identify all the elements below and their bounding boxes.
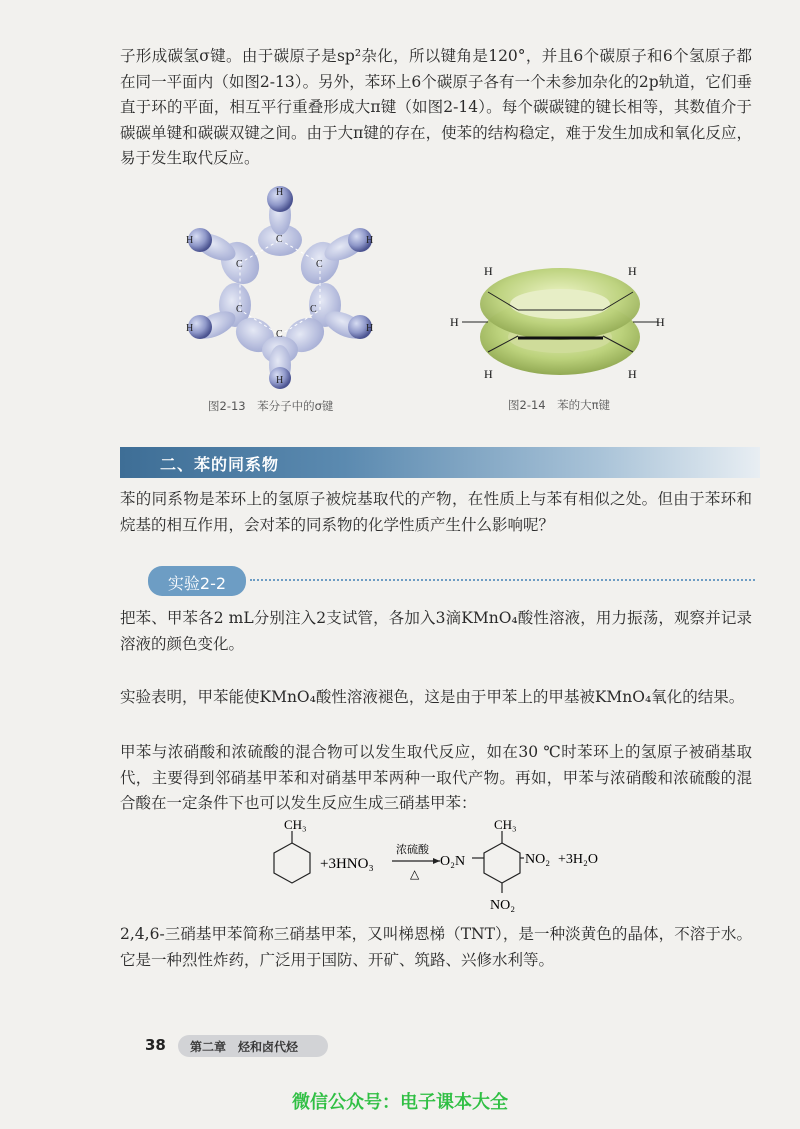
h-label: H	[656, 315, 665, 329]
condition-heat: △	[410, 867, 420, 881]
h-label: H	[186, 323, 194, 334]
figure-benzene-pi-bond	[448, 252, 673, 387]
no2-bottom: NO₂	[490, 898, 516, 913]
h-label: H	[484, 367, 493, 381]
nitration-equation	[262, 815, 662, 915]
h-label: H	[276, 375, 284, 386]
experiment-divider	[250, 579, 755, 581]
wechat-watermark: 微信公众号：电子课本大全	[292, 1092, 508, 1113]
c-label: C	[310, 304, 317, 315]
figure-2-13-caption: 图2-13 苯分子中的σ键	[208, 399, 334, 413]
h-label: H	[628, 367, 637, 381]
c-label: C	[276, 234, 283, 245]
h-label: H	[186, 235, 194, 246]
section-heading-bar	[120, 447, 760, 478]
h-label: H	[366, 235, 374, 246]
chapter-tag	[178, 1035, 328, 1057]
section-title: 二、苯的同系物	[160, 455, 280, 474]
reagent-hno3: +3HNO₃	[320, 856, 374, 872]
page-number: 38	[145, 1036, 166, 1054]
h-label: H	[366, 323, 374, 334]
experiment-label: 实验2-2	[167, 574, 227, 593]
paragraph-benzene-bonding: 子形成碳氢σ键。由于碳原子是sp²杂化，所以键角是120°，并且6个碳原子和6个氢原子都在同一平面内（如图2-13）。另外，苯环上6个碳原子各有一个未参加杂化的2p轨道，它们垂直于环的平面，相互平行重叠形成大π键（如图2-14）。每个碳碳键的键长相等，其数值介于碳碳单键和碳碳双键之间。由于大π键的存在，使苯的结构稳定，难于发生加成和氧化反应，易于发生取代反应。	[120, 47, 752, 167]
no2-right: NO₂	[525, 852, 551, 867]
figure-2-14-caption: 图2-14 苯的大π键	[508, 398, 611, 412]
paragraph-benzene-homologues: 苯的同系物是苯环上的氢原子被烷基取代的产物，在性质上与苯有相似之处。但由于苯环和烷基的相互作用，会对苯的同系物的化学性质产生什么影响呢？	[120, 490, 752, 534]
water-product: +3H₂O	[558, 852, 598, 867]
paragraph-tnt: 2,4,6-三硝基甲苯简称三硝基甲苯，又叫梯恩梯（TNT），是一种淡黄色的晶体，不溶于水。它是一种烈性炸药，广泛用于国防、开矿、筑路、兴修水利等。	[120, 925, 752, 969]
h-label: H	[628, 264, 637, 278]
paragraph-nitration: 甲苯与浓硝酸和浓硫酸的混合物可以发生取代反应，如在30 ℃时苯环上的氢原子被硝基取代，主要得到邻硝基甲苯和对硝基甲苯两种一取代产物。再如，甲苯与浓硝酸和浓硫酸的混合酸在一定条件下也可以发生反应生成三硝基甲苯：	[120, 743, 752, 812]
product-ch3: CH₃	[494, 817, 517, 832]
condition-catalyst: 浓硫酸	[396, 843, 429, 856]
h-label: H	[484, 264, 493, 278]
paragraph-experiment-procedure: 把苯、甲苯各2 mL分别注入2支试管，各加入3滴KMnO₄酸性溶液，用力振荡，观察并记录溶液的颜色变化。	[120, 609, 752, 653]
h-label: H	[276, 187, 284, 198]
c-label: C	[236, 259, 243, 270]
figure-benzene-sigma-bonds	[180, 185, 380, 390]
h-label: H	[450, 315, 459, 329]
c-label: C	[236, 304, 243, 315]
c-label: C	[276, 329, 283, 340]
o2n-group: O₂N	[440, 854, 466, 869]
paragraph-experiment-result: 实验表明，甲苯能使KMnO₄酸性溶液褪色，这是由于甲苯上的甲基被KMnO₄氧化的结果。	[120, 688, 745, 706]
chapter-label: 第二章 烃和卤代烃	[190, 1040, 299, 1054]
experiment-tag	[148, 566, 246, 596]
toluene-ch3: CH₃	[284, 817, 307, 832]
c-label: C	[316, 259, 323, 270]
